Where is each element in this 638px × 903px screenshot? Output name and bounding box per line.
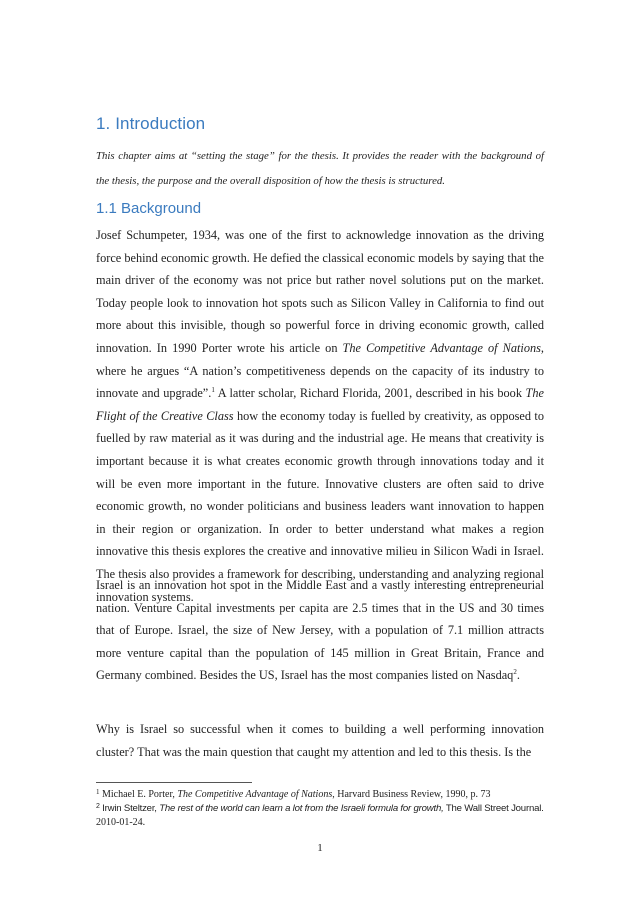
page-number: 1 [317,842,323,854]
footnote-divider [96,782,252,783]
footnotes [96,788,544,830]
footnote-2: $^2$ Irwin Steltzer, The rest of the world can learn a lot from the Israeli formula for growth, The Wall Street Journal. [96,803,544,814]
section-heading: 1. Introduction [96,114,206,133]
chapter-intro: This chapter aims at “setting the stage” for the thesis. It provides the reader with the background of the thesis, the purpose and the overall disposition of how the thesis is structured. [96,150,544,187]
book-title-porter: The Competitive Advantage of Nations, [342,340,544,355]
footnote-1: $^1$ Michael E. Porter, The Competitive Advantage of Nations, Harvard Business Review, 1990, p. 73 [96,788,491,800]
footnote-ref-1: 1 [211,386,215,395]
background-paragraph-2: Israel is an innovation hot spot in the Middle East and a vastly interesting entrepreneurial nation. Venture Capital investments per capita are 2.5 times that in the US and 30 times that of Europe. Israel, the size of New Jersey, with a population of 7.1 million attracts more venture capital than the population of 145 million in Great Britain, France and Germany combined. Besides the US, Israel has the most companies listed on Nasdaq$^2$. [96,578,544,683]
footnote-ref-2: 2 [513,668,517,677]
footnote-2-date: 2010-01-24. [96,817,146,828]
background-paragraph-1: Josef Schumpeter, 1934, was one of the first to acknowledge innovation as the driving force behind economic growth. He defied the classical economic models by saying that the main driver of the economy was not price but rather novel solutions put on the market. Today people look to innovation hot spots such as Silicon Valley in California to find out more about this invisible, though so powerful force in driving economic growth, called innovation. In 1990 Porter wrote his article on The Competitive Advantage of Nations, where he argues “A nation’s competitiveness depends on the capacity of its industry to innovate and upgrade”.$^1$ A latter scholar, Richard Florida, 2001, described in his book The Flight of the Creative Class how the economy today is fuelled by creativity, as opposed to fuelled by raw material as it was during and the industrial age. He means that creativity is important because it is what creates economic growth through innovations today and it will be even more important in the future. Innovative clusters are often said to drive economic growth, no wonder politicians and business leaders want innovation to happen in their region or organization. In order to better understand what makes a region innovative this thesis explores the creative and innovative milieu in Silicon Wadi in Israel. The thesis also provides a framework for describing, understanding and analyzing regional innovation systems. [96,228,544,604]
book-title-florida: The Flight of the Creative Class [96,386,544,423]
subsection-heading: 1.1 Background [96,200,202,217]
background-paragraph-3: Why is Israel so successful when it comes to building a well performing innovation cluster? That was the main question that caught my attention and led to this thesis. Is the [96,722,544,759]
document-page [96,0,544,903]
